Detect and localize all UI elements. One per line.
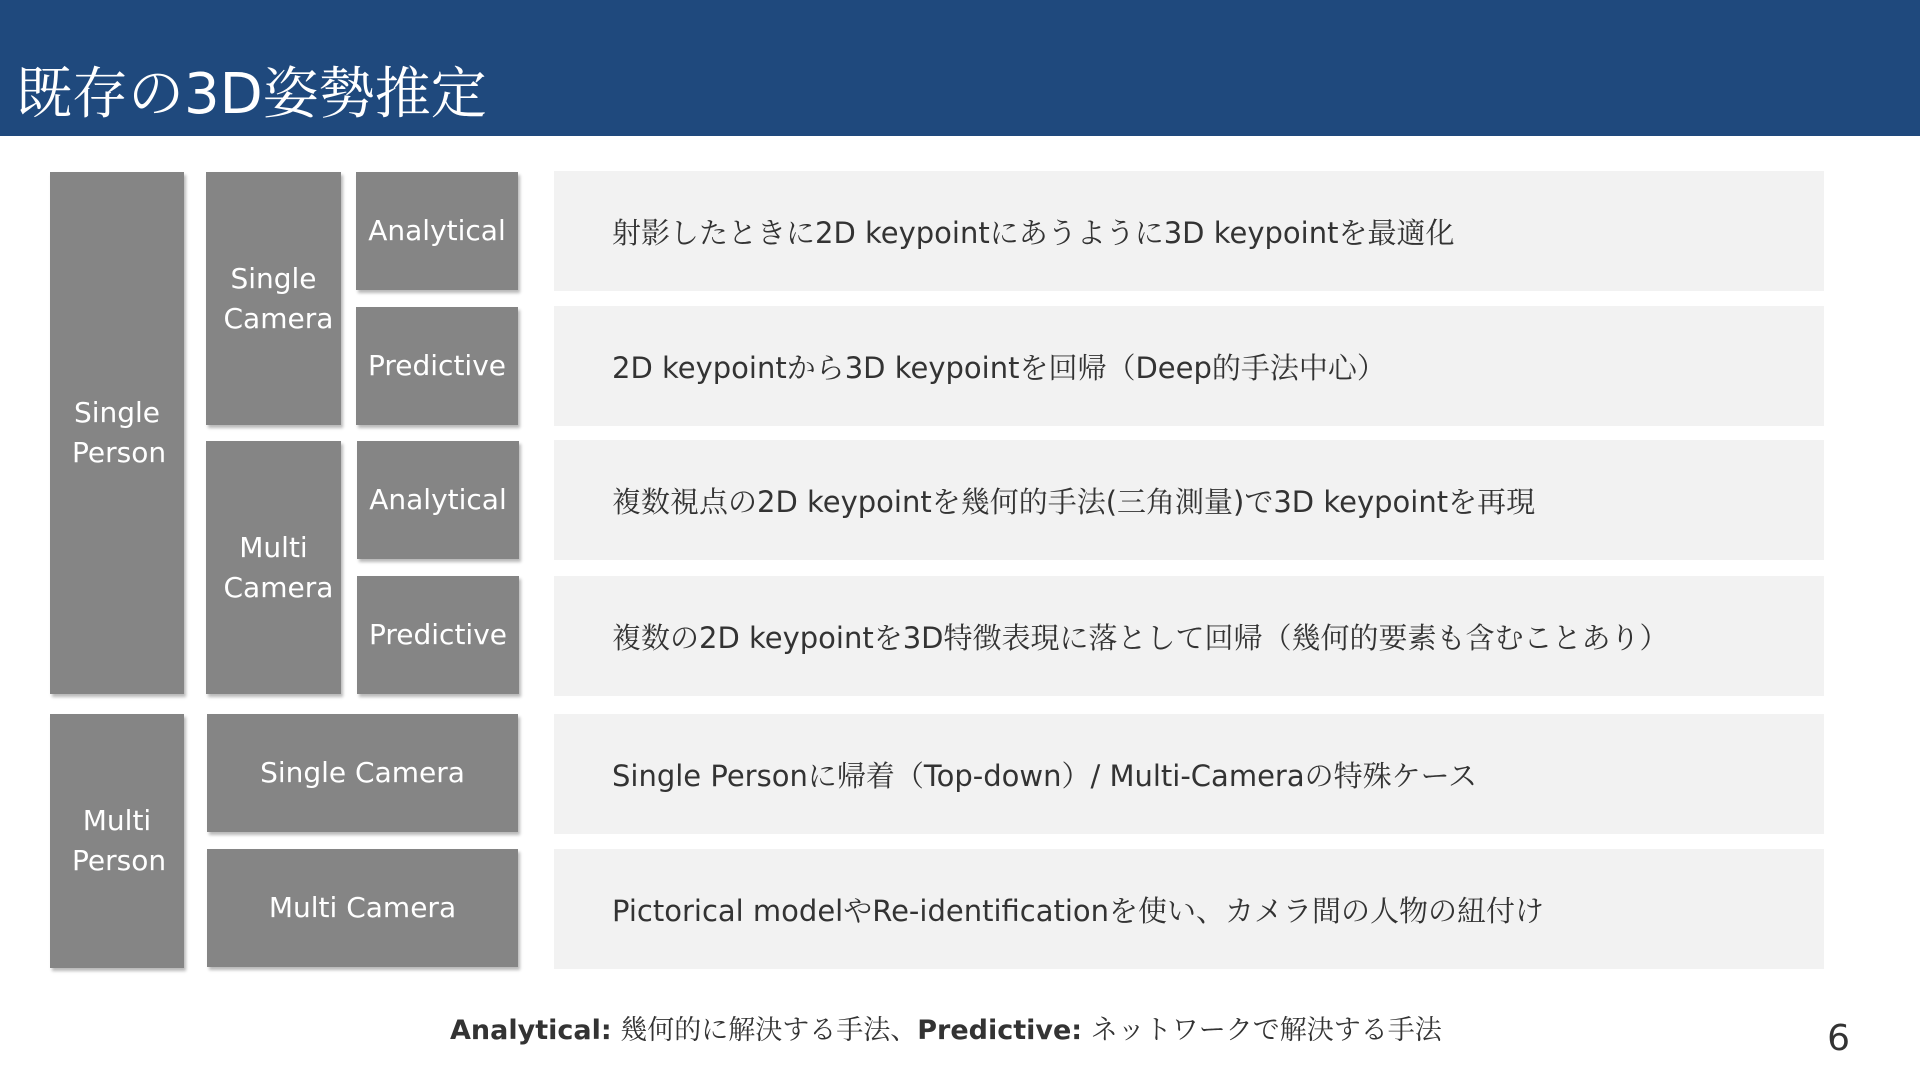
multi-camera-analytical — [357, 441, 519, 559]
multi-person-multi-camera-label: Multi Camera — [268, 891, 457, 924]
category-single-person — [50, 172, 184, 694]
description-multi-person-multi-camera — [554, 849, 1824, 969]
slide-title: 既存の3D姿勢推定 — [16, 62, 487, 127]
description-text: 射影したときに2D keypointにあうように3D keypointを最適化 — [612, 215, 1455, 250]
description-multi-camera-analytical — [554, 440, 1824, 560]
single-person-single-camera — [206, 172, 341, 425]
description-single-camera-predictive — [554, 306, 1824, 426]
single-camera-analytical — [356, 172, 518, 290]
single-camera-predictive — [356, 307, 518, 425]
single-camera-analytical-label: Analytical — [368, 214, 506, 247]
description-text: Pictorical modelやRe-identificationを使い、カメラ間の人物の紐付け — [612, 893, 1545, 928]
footnote-predictive-text: ネットワークで解決する手法 — [1082, 1015, 1442, 1046]
category-single-person-label: Single Person — [72, 396, 167, 469]
footnote — [450, 1008, 1550, 1047]
single-camera-predictive-label: Predictive — [367, 349, 507, 382]
single-person-multi-camera — [206, 441, 341, 694]
description-multi-camera-predictive — [554, 576, 1824, 696]
single-person-multi-camera-label: Multi Camera — [223, 530, 334, 604]
multi-person-multi-camera — [207, 849, 518, 967]
description-text: 複数の2D keypointを3D特徴表現に落として回帰（幾何的要素も含むことあり） — [612, 620, 1669, 655]
footnote-analytical-text: 幾何的に解決する手法、 — [611, 1015, 918, 1046]
description-multi-person-single-camera — [554, 714, 1824, 834]
multi-person-single-camera-label: Single Camera — [260, 756, 465, 789]
header-bar — [0, 0, 1920, 136]
single-person-single-camera-label: Single Camera — [223, 261, 334, 335]
footnote-analytical-term: Analytical: — [450, 1015, 612, 1046]
description-text: 2D keypointから3D keypointを回帰（Deep的手法中心） — [612, 350, 1386, 385]
multi-camera-predictive — [357, 576, 519, 694]
description-text: 複数視点の2D keypointを幾何的手法(三角測量)で3D keypointを再現 — [612, 484, 1536, 519]
multi-camera-predictive-label: Predictive — [368, 618, 508, 651]
description-single-camera-analytical — [554, 171, 1824, 291]
description-text: Single Personに帰着（Top-down）/ Multi-Cameraの特殊ケース — [612, 758, 1478, 793]
category-multi-person-label: Multi Person — [72, 804, 167, 877]
multi-camera-analytical-label: Analytical — [369, 483, 507, 516]
multi-person-single-camera — [207, 714, 518, 832]
footnote-predictive-term: Predictive: — [917, 1015, 1083, 1046]
category-multi-person — [50, 714, 184, 968]
page-number: 6 — [1827, 1018, 1850, 1059]
